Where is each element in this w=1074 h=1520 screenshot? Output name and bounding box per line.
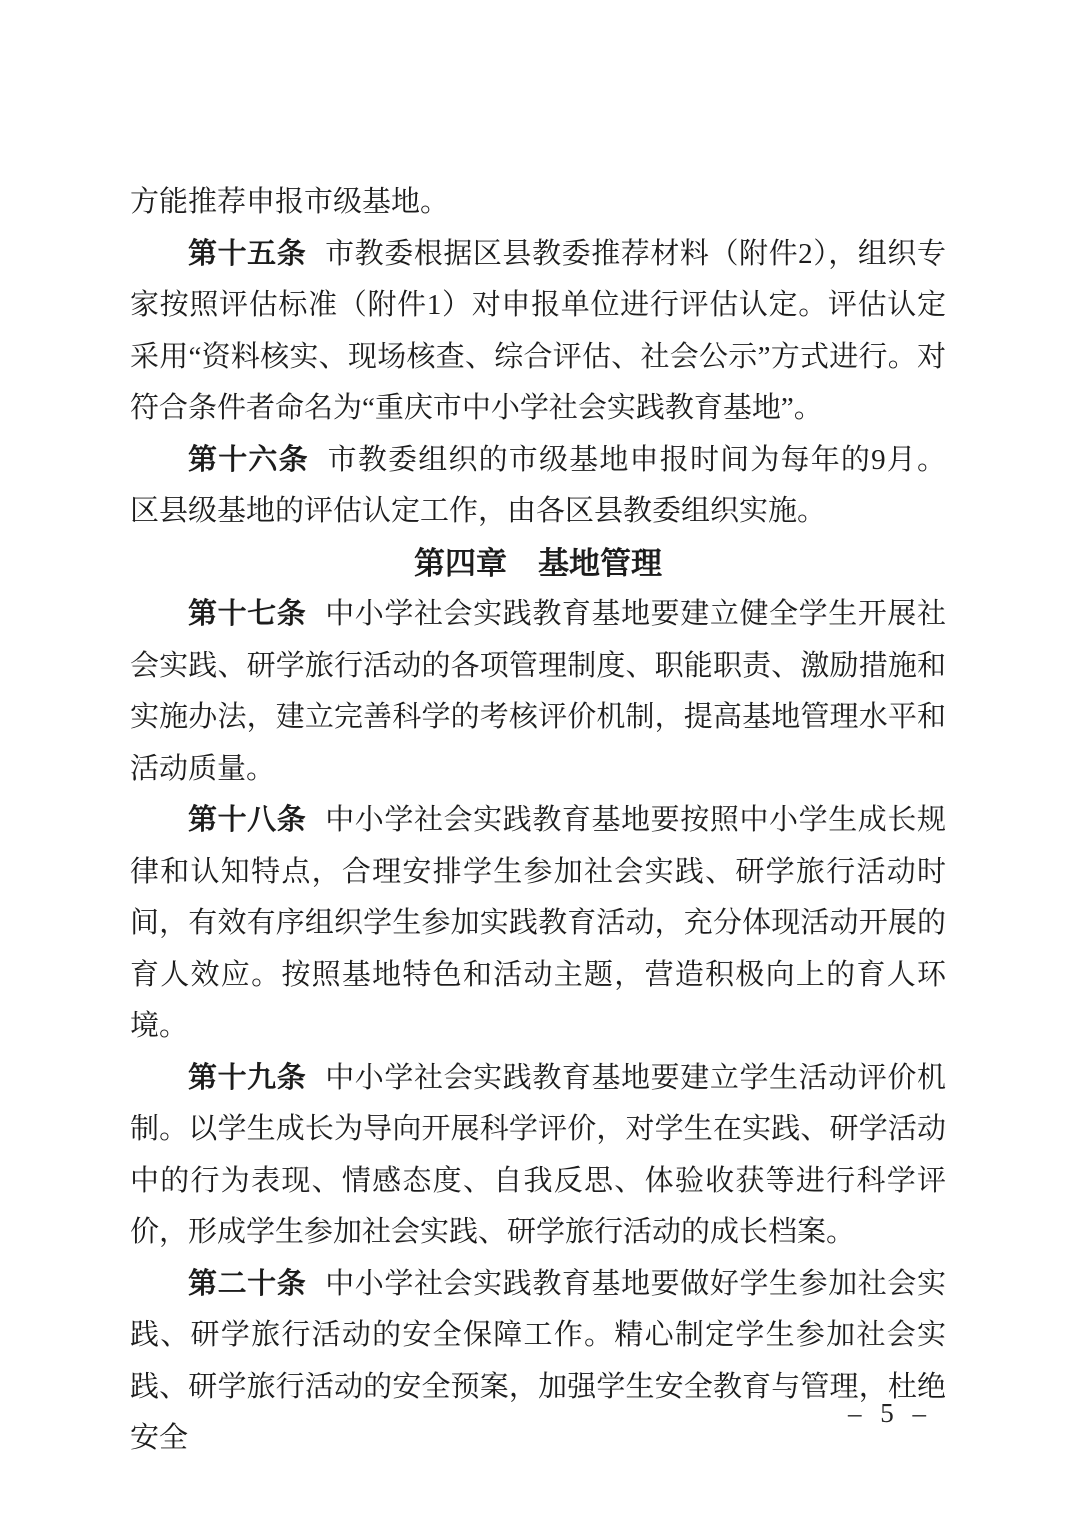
article-text: 中小学社会实践教育基地要按照中小学生成长规律和认知特点，合理安排学生参加社会实践、研学旅行活动时间，有效有序组织学生参加实践教育活动，充分体现活动开展的育人效应。按照基地特色和活动主题，营造积极向上的育人环境。 [130, 804, 946, 1042]
paragraph-article-19 [130, 1053, 946, 1259]
article-label: 第二十条 [188, 1267, 307, 1300]
paragraph-article-18 [130, 795, 946, 1053]
page-number: – 5 – [848, 1398, 932, 1428]
document-body [130, 177, 946, 1465]
article-text: 市教委组织的市级基地申报时间为每年的9月。区县级基地的评估认定工作，由各区县教委组织实施。 [130, 443, 946, 527]
article-label: 第十五条 [188, 237, 307, 270]
paragraph-article-20 [130, 1259, 946, 1465]
article-text: 中小学社会实践教育基地要做好学生参加社会实践、研学旅行活动的安全保障工作。精心制定学生参加社会实践、研学旅行活动的安全预案，加强学生安全教育与管理，杜绝安全 [130, 1267, 946, 1454]
chapter-heading: 第四章 基地管理 [414, 545, 662, 581]
article-label: 第十七条 [188, 598, 307, 630]
paragraph-article-15 [130, 229, 946, 435]
article-text: 中小学社会实践教育基地要建立学生活动评价机制。以学生成长为导向开展科学评价，对学生在实践、研学活动中的行为表现、情感态度、自我反思、体验收获等进行科学评价，形成学生参加社会实践、研学旅行活动的成长档案。 [130, 1061, 946, 1248]
article-label: 第十九条 [188, 1061, 307, 1094]
paragraph-continuation: 方能推荐申报市级基地。 [130, 186, 450, 218]
article-label: 第十六条 [188, 443, 309, 476]
article-text: 市教委根据区县教委推荐材料（附件2），组织专家按照评估标准（附件1）对申报单位进行评估认定。评估认定采用“资料核实、现场核查、综合评估、社会公示”方式进行。对符合条件者命名为“重庆市中小学社会实践教育基地”。 [130, 237, 946, 424]
article-text: 中小学社会实践教育基地要建立健全学生开展社会实践、研学旅行活动的各项管理制度、职能职责、激励措施和实施办法，建立完善科学的考核评价机制，提高基地管理水平和活动质量。 [130, 598, 946, 785]
paragraph-article-16 [130, 435, 946, 538]
article-label: 第十八条 [188, 804, 307, 836]
paragraph-article-17 [130, 589, 946, 795]
